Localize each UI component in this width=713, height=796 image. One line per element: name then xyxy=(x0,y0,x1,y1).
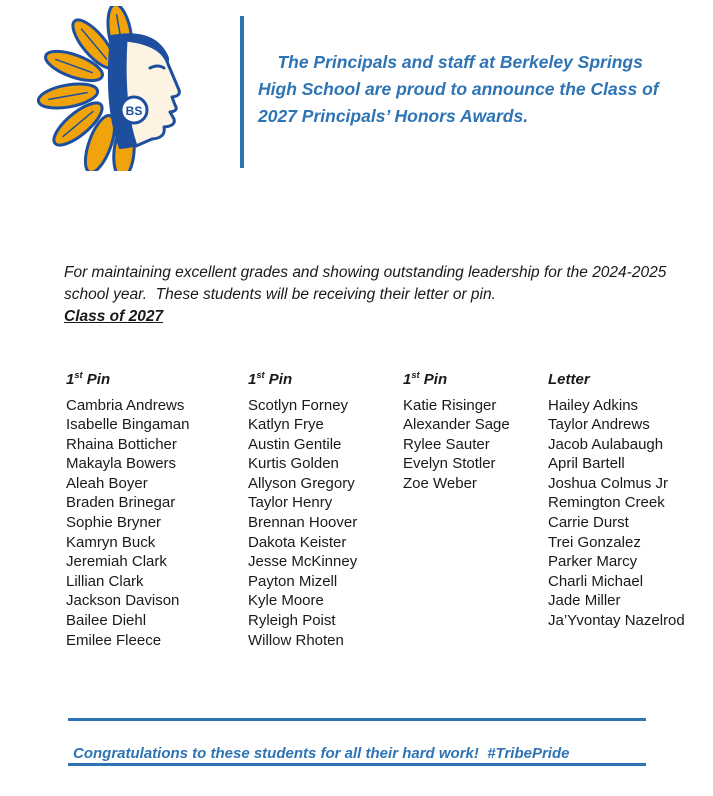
student-name: Taylor Andrews xyxy=(548,416,650,434)
student-name: Charli Michael xyxy=(548,572,644,590)
footer-top-rule xyxy=(68,718,646,721)
student-name: Remington Creek xyxy=(548,494,665,512)
student-name: Brennan Hoover xyxy=(248,514,358,532)
column-heading: 1st Pin xyxy=(403,370,448,388)
student-name: Jeremiah Clark xyxy=(66,553,167,571)
student-name: Katie Risinger xyxy=(403,396,497,414)
student-name: Jade Miller xyxy=(548,592,621,610)
column-heading: 1st Pin xyxy=(66,370,111,388)
student-name: Evelyn Stotler xyxy=(403,455,496,473)
student-name: Kurtis Golden xyxy=(248,455,339,473)
student-name: Allyson Gregory xyxy=(248,474,355,492)
student-name: Ryleigh Poist xyxy=(248,612,336,630)
class-of-2027-heading: Class of 2027 xyxy=(64,308,164,325)
student-name: Carrie Durst xyxy=(548,514,629,532)
honors-column xyxy=(248,370,403,650)
student-name: Cambria Andrews xyxy=(66,396,185,414)
column-heading: Letter xyxy=(548,371,590,388)
student-name: Braden Brinegar xyxy=(66,494,176,512)
student-name: April Bartell xyxy=(548,455,625,473)
student-name: Jacob Aulabaugh xyxy=(548,435,664,453)
honors-column xyxy=(548,370,711,650)
student-name: Isabelle Bingaman xyxy=(66,416,190,434)
honors-column xyxy=(66,370,248,650)
student-name: Aleah Boyer xyxy=(66,474,148,492)
student-name: Emilee Fleece xyxy=(66,631,162,649)
student-name: Joshua Colmus Jr xyxy=(548,474,669,492)
student-name: Dakota Keister xyxy=(248,533,347,551)
honors-columns xyxy=(66,370,711,650)
student-name: Zoe Weber xyxy=(403,474,477,492)
student-name: Jackson Davison xyxy=(66,592,180,610)
announcement-text: The Principals and staff at Berkeley Springs High School are proud to announce the Class of 2027 Principals’ Honors Awards. xyxy=(258,52,664,127)
footer-congratulations-text: Congratulations to these students for all their hard work! #TribePride xyxy=(73,745,570,762)
student-name: Taylor Henry xyxy=(248,494,333,512)
logo-monogram-text: BS xyxy=(125,104,143,118)
student-name: Austin Gentile xyxy=(248,435,342,453)
student-name: Trei Gonzalez xyxy=(548,533,641,551)
honors-column xyxy=(403,370,548,650)
student-name: Willow Rhoten xyxy=(248,631,344,649)
student-name: Ja’Yvontay Nazelrod xyxy=(548,612,685,630)
school-mascot-logo xyxy=(16,6,211,171)
mascot-icon xyxy=(16,6,211,171)
column-heading: 1st Pin xyxy=(248,370,293,388)
student-name: Katlyn Frye xyxy=(248,416,324,434)
student-name: Parker Marcy xyxy=(548,553,638,571)
student-name: Alexander Sage xyxy=(403,416,510,434)
footer-bottom-rule xyxy=(68,763,646,766)
student-name: Kamryn Buck xyxy=(66,533,156,551)
student-name: Jesse McKinney xyxy=(248,553,358,571)
student-name: Lillian Clark xyxy=(66,572,144,590)
student-name: Rhaina Botticher xyxy=(66,435,177,453)
student-name: Scotlyn Forney xyxy=(248,396,349,414)
student-name: Sophie Bryner xyxy=(66,514,162,532)
student-name: Bailee Diehl xyxy=(66,612,147,630)
student-name: Rylee Sauter xyxy=(403,435,490,453)
student-name: Payton Mizell xyxy=(248,572,338,590)
intro-paragraph: For maintaining excellent grades and showing outstanding leadership for the 2024-2025 school year. These students will be receiving their letter or pin. xyxy=(64,263,671,303)
announcement-block xyxy=(240,16,682,168)
student-name: Hailey Adkins xyxy=(548,396,639,414)
student-name: Kyle Moore xyxy=(248,592,324,610)
student-name: Makayla Bowers xyxy=(66,455,177,473)
